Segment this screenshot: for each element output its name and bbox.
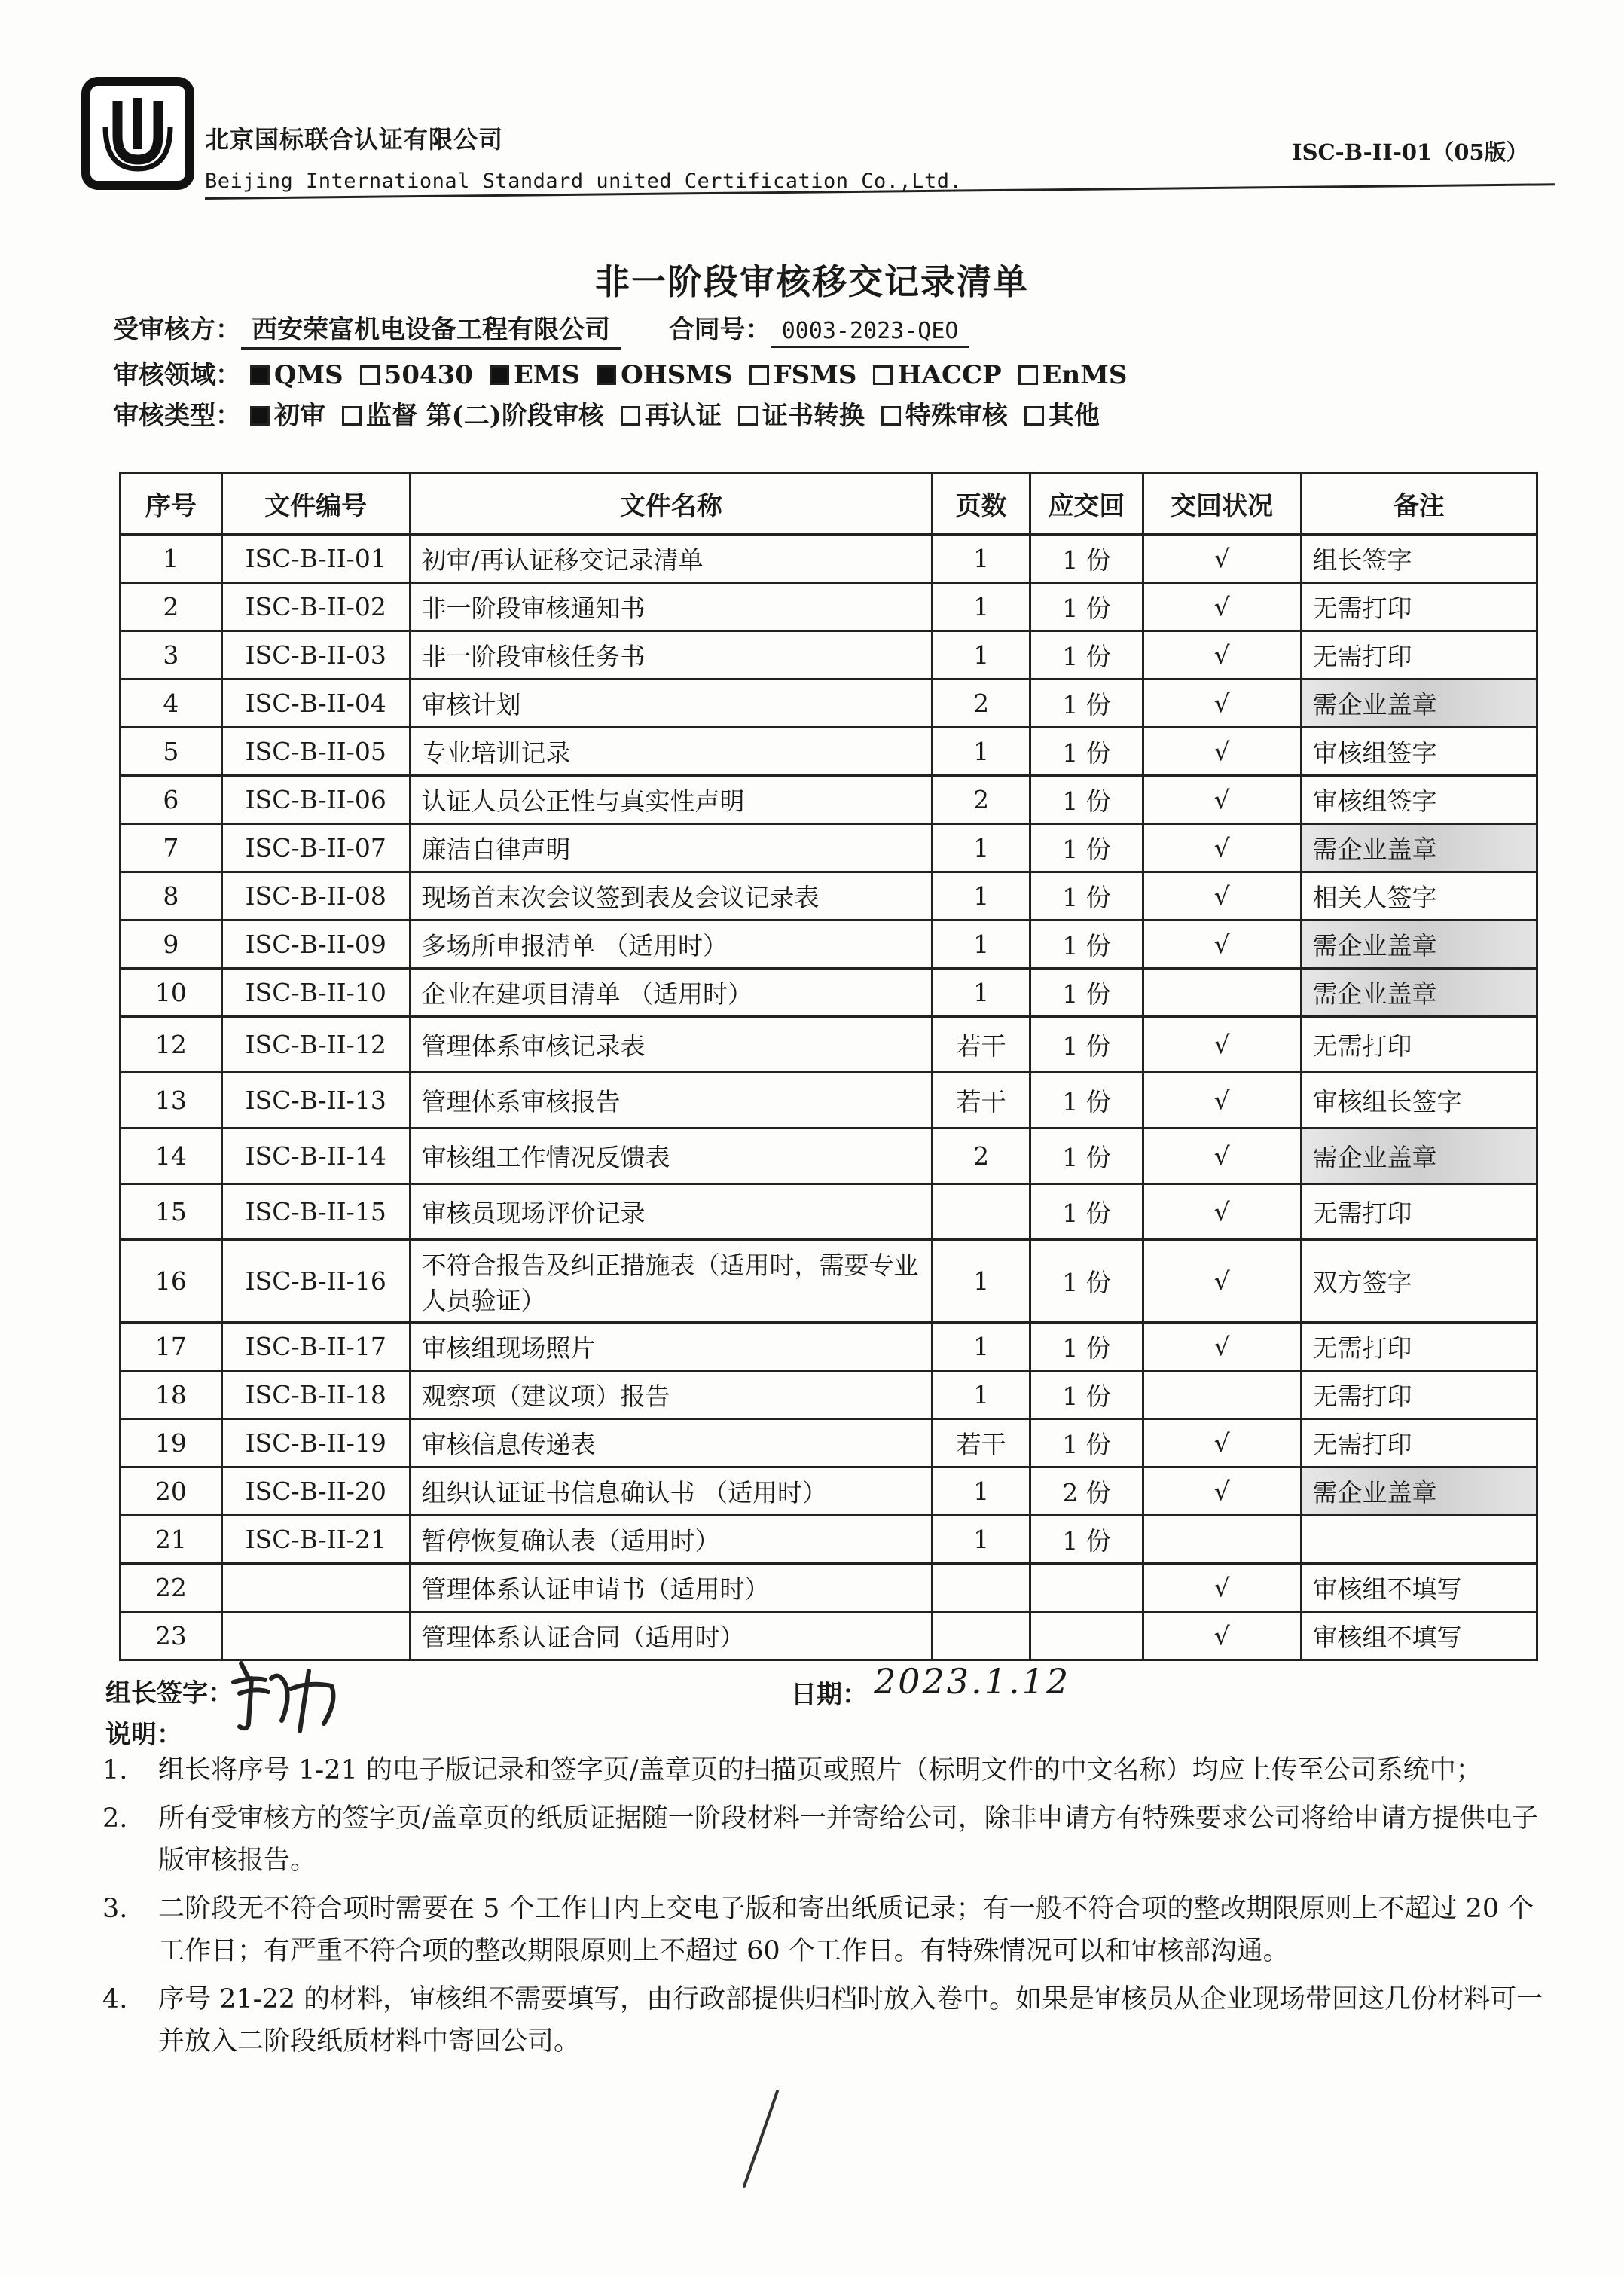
copies-cell: 1 份: [1030, 1184, 1143, 1240]
type-option: [250, 395, 325, 432]
checkbox-icon[interactable]: [360, 365, 380, 385]
type-option-label: 特殊审核: [905, 401, 1008, 431]
type-option-label: 再认证: [644, 401, 722, 431]
type-label: 审核类型：: [113, 401, 241, 431]
file-name-cell: 审核信息传递表: [410, 1419, 933, 1467]
file-code-cell: ISC-B-II-19: [221, 1419, 410, 1467]
copies-cell: 1 份: [1030, 776, 1143, 824]
seq-cell: 19: [121, 1419, 222, 1467]
return-status-cell: √: [1143, 1184, 1301, 1240]
remark-cell: 需企业盖章: [1301, 824, 1537, 872]
file-name-cell: 初审/再认证移交记录清单: [410, 535, 933, 583]
pages-cell: 1: [933, 631, 1030, 679]
note-item: [98, 1888, 1552, 1972]
table-row: [121, 583, 1537, 631]
copies-cell: 1 份: [1030, 728, 1143, 776]
domain-option-label: HACCP: [897, 360, 1002, 390]
type-option: [342, 395, 604, 432]
seq-cell: 4: [121, 679, 222, 728]
return-status-cell: √: [1143, 535, 1301, 583]
file-name-cell: 暂停恢复确认表（适用时）: [410, 1516, 933, 1564]
file-code-cell: ISC-B-II-08: [221, 872, 410, 921]
pages-cell: 2: [933, 1128, 1030, 1184]
file-name-cell: 观察项（建议项）报告: [410, 1371, 933, 1419]
file-code-cell: ISC-B-II-18: [221, 1371, 410, 1419]
type-option: [1024, 395, 1100, 432]
file-code-cell: ISC-B-II-12: [221, 1017, 410, 1073]
note-text: 组长将序号 1-21 的电子版记录和签字页/盖章页的扫描页或照片（标明文件的中文名称）均应上传至公司系统中；: [158, 1755, 1482, 1785]
contract-label: 合同号：: [668, 315, 771, 345]
domain-option-label: EnMS: [1042, 360, 1128, 390]
pages-cell: 1: [933, 1371, 1030, 1419]
table-row: [121, 631, 1537, 679]
copies-cell: 1 份: [1030, 921, 1143, 969]
return-status-cell: √: [1143, 631, 1301, 679]
header-seq-cell: 序号: [121, 473, 222, 535]
note-text: 所有受审核方的签字页/盖章页的纸质证据随一阶段材料一并寄给公司，除非申请方有特殊要求公司将给申请方提供电子版审核报告。: [158, 1803, 1538, 1876]
note-number: 4.: [102, 1984, 128, 2014]
remark-cell: 审核组不填写: [1301, 1612, 1537, 1660]
table-row: [121, 1371, 1537, 1419]
table-row: [121, 824, 1537, 872]
type-option: [881, 395, 1008, 432]
pages-cell: 1: [933, 872, 1030, 921]
pages-cell: 1: [933, 535, 1030, 583]
audit-type-row: [113, 395, 1116, 432]
domain-option: [250, 360, 343, 390]
note-text: 二阶段无不符合项时需要在 5 个工作日内上交电子版和寄出纸质记录；有一般不符合项的整改期限原则上不超过 20 个工作日；有严重不符合项的整改期限原则上不超过 60 个工作日。有特殊情况可以和审核部沟通。: [158, 1894, 1534, 1966]
auditee-value: 西安荣富机电设备工程有限公司: [241, 309, 621, 350]
copies-cell: 1 份: [1030, 1240, 1143, 1323]
seq-cell: 2: [121, 583, 222, 631]
domain-option-label: FSMS: [773, 360, 857, 390]
date-value: 2023.1.12: [874, 1661, 1071, 1702]
domain-options: [250, 360, 1144, 390]
seq-cell: 10: [121, 969, 222, 1017]
remark-cell: 需企业盖章: [1301, 969, 1537, 1017]
pages-cell: 若干: [933, 1017, 1030, 1073]
file-code-cell: ISC-B-II-06: [221, 776, 410, 824]
remark-cell: 无需打印: [1301, 1323, 1537, 1371]
type-option-label: 证书转换: [762, 401, 865, 431]
copies-cell: 1 份: [1030, 969, 1143, 1017]
type-option-label: 初审: [273, 401, 325, 431]
checkbox-icon[interactable]: [1024, 406, 1044, 426]
table-row: [121, 679, 1537, 728]
table-row: [121, 1240, 1537, 1323]
audit-domain-row: [113, 354, 1143, 391]
note-item: [98, 1749, 1552, 1791]
table-row: [121, 535, 1537, 583]
file-code-cell: ISC-B-II-02: [221, 583, 410, 631]
seq-cell: 7: [121, 824, 222, 872]
copies-cell: 1 份: [1030, 1323, 1143, 1371]
file-name-cell: 审核员现场评价记录: [410, 1184, 933, 1240]
pages-cell: 若干: [933, 1419, 1030, 1467]
checkbox-icon[interactable]: [250, 365, 270, 385]
checkbox-icon[interactable]: [342, 406, 362, 426]
domain-option: [1018, 360, 1128, 390]
copies-cell: [1030, 1612, 1143, 1660]
domain-label: 审核领域：: [113, 360, 241, 390]
seq-cell: 18: [121, 1371, 222, 1419]
copies-cell: 1 份: [1030, 1017, 1143, 1073]
remark-cell: 审核组签字: [1301, 776, 1537, 824]
company-logo: [81, 77, 194, 190]
table-row: [121, 1467, 1537, 1516]
seq-cell: 20: [121, 1467, 222, 1516]
checkbox-icon[interactable]: [490, 365, 509, 385]
file-code-cell: ISC-B-II-03: [221, 631, 410, 679]
note-number: 3.: [102, 1894, 128, 1924]
seq-cell: 13: [121, 1073, 222, 1128]
file-code-cell: ISC-B-II-21: [221, 1516, 410, 1564]
file-code-cell: ISC-B-II-16: [221, 1240, 410, 1323]
remark-cell: 审核组长签字: [1301, 1073, 1537, 1128]
file-code-cell: [221, 1564, 410, 1612]
table-row: [121, 1516, 1537, 1564]
remark-cell: 需企业盖章: [1301, 679, 1537, 728]
pages-cell: 2: [933, 679, 1030, 728]
return-status-cell: √: [1143, 1128, 1301, 1184]
return-status-cell: √: [1143, 1073, 1301, 1128]
domain-option-label: EMS: [513, 360, 581, 390]
pages-cell: [933, 1612, 1030, 1660]
transfer-record-table: [119, 472, 1538, 1661]
return-status-cell: √: [1143, 1564, 1301, 1612]
type-option-label: 其他: [1048, 401, 1100, 431]
file-code-cell: ISC-B-II-07: [221, 824, 410, 872]
seq-cell: 16: [121, 1240, 222, 1323]
company-name-cn: 北京国标联合认证有限公司: [205, 125, 504, 154]
pages-cell: 1: [933, 969, 1030, 1017]
return-status-cell: √: [1143, 776, 1301, 824]
checkbox-icon[interactable]: [881, 406, 901, 426]
seq-cell: 17: [121, 1323, 222, 1371]
file-name-cell: 非一阶段审核任务书: [410, 631, 933, 679]
remark-cell: 审核组不填写: [1301, 1564, 1537, 1612]
return-status-cell: √: [1143, 921, 1301, 969]
table-row: [121, 921, 1537, 969]
auditee-label: 受审核方：: [113, 315, 241, 345]
file-code-cell: ISC-B-II-09: [221, 921, 410, 969]
remark-cell: 需企业盖章: [1301, 921, 1537, 969]
header-return-status-cell: 交回状况: [1143, 473, 1301, 535]
file-name-cell: 非一阶段审核通知书: [410, 583, 933, 631]
file-name-cell: 管理体系认证申请书（适用时）: [410, 1564, 933, 1612]
header-pages-cell: 页数: [933, 473, 1030, 535]
file-name-cell: 认证人员公正性与真实性声明: [410, 776, 933, 824]
file-name-cell: 管理体系认证合同（适用时）: [410, 1612, 933, 1660]
copies-cell: 1 份: [1030, 631, 1143, 679]
company-name-en: Beijing International Standard united Certification Co.,Ltd.: [205, 169, 963, 193]
pages-cell: 1: [933, 728, 1030, 776]
remark-cell: 无需打印: [1301, 1017, 1537, 1073]
table-header-row: [121, 473, 1537, 535]
domain-option: [360, 360, 473, 390]
file-code-cell: ISC-B-II-13: [221, 1073, 410, 1128]
table-row: [121, 728, 1537, 776]
checkbox-icon[interactable]: [1018, 365, 1038, 385]
return-status-cell: √: [1143, 1240, 1301, 1323]
pages-cell: 1: [933, 583, 1030, 631]
file-name-cell: 审核组现场照片: [410, 1323, 933, 1371]
file-name-cell: 现场首末次会议签到表及会议记录表: [410, 872, 933, 921]
note-item: [98, 1978, 1552, 2063]
note-number: 1.: [102, 1755, 128, 1785]
file-name-cell: 专业培训记录: [410, 728, 933, 776]
remark-cell: 无需打印: [1301, 631, 1537, 679]
file-code-cell: ISC-B-II-20: [221, 1467, 410, 1516]
file-name-cell: 管理体系审核记录表: [410, 1017, 933, 1073]
domain-option-label: QMS: [273, 360, 343, 390]
seq-cell: 1: [121, 535, 222, 583]
copies-cell: 1 份: [1030, 1419, 1143, 1467]
return-status-cell: √: [1143, 1419, 1301, 1467]
pages-cell: [933, 1564, 1030, 1612]
file-name-cell: 审核组工作情况反馈表: [410, 1128, 933, 1184]
file-code-cell: ISC-B-II-05: [221, 728, 410, 776]
return-status-cell: √: [1143, 728, 1301, 776]
pages-cell: 2: [933, 776, 1030, 824]
file-code-cell: ISC-B-II-14: [221, 1128, 410, 1184]
checkbox-icon[interactable]: [738, 406, 758, 426]
leader-sign-label: 组长签字：: [105, 1678, 234, 1708]
checkbox-icon[interactable]: [597, 365, 616, 385]
table-row: [121, 1128, 1537, 1184]
seq-cell: 8: [121, 872, 222, 921]
file-code-cell: ISC-B-II-01: [221, 535, 410, 583]
domain-option: [749, 360, 857, 390]
file-code-cell: ISC-B-II-10: [221, 969, 410, 1017]
return-status-cell: √: [1143, 1017, 1301, 1073]
header-remark-cell: 备注: [1301, 473, 1537, 535]
return-status-cell: √: [1143, 1323, 1301, 1371]
file-name-cell: 不符合报告及纠正措施表（适用时，需要专业人员验证）: [410, 1240, 933, 1323]
table-row: [121, 1564, 1537, 1612]
file-name-cell: 廉洁自律声明: [410, 824, 933, 872]
checkbox-icon[interactable]: [873, 365, 893, 385]
seq-cell: 14: [121, 1128, 222, 1184]
pages-cell: 1: [933, 824, 1030, 872]
domain-option-label: 50430: [383, 360, 473, 390]
return-status-cell: √: [1143, 583, 1301, 631]
pen-stroke-icon: [738, 2087, 783, 2192]
seq-cell: 23: [121, 1612, 222, 1660]
pages-cell: 1: [933, 1323, 1030, 1371]
remark-cell: [1301, 1516, 1537, 1564]
type-option: [621, 395, 722, 432]
return-status-cell: √: [1143, 1467, 1301, 1516]
return-status-cell: [1143, 1371, 1301, 1419]
pages-cell: 1: [933, 921, 1030, 969]
copies-cell: 2 份: [1030, 1467, 1143, 1516]
domain-option: [490, 360, 580, 390]
notes-label: 说明：: [105, 1720, 182, 1750]
seq-cell: 12: [121, 1017, 222, 1073]
return-status-cell: √: [1143, 1612, 1301, 1660]
seq-cell: 21: [121, 1516, 222, 1564]
remark-cell: 需企业盖章: [1301, 1467, 1537, 1516]
checkbox-icon[interactable]: [250, 406, 270, 426]
note-item: [98, 1797, 1552, 1882]
pages-cell: [933, 1184, 1030, 1240]
header-file-name-cell: 文件名称: [410, 473, 933, 535]
copies-cell: 1 份: [1030, 1516, 1143, 1564]
date-label: 日期：: [791, 1680, 868, 1710]
type-options: [250, 401, 1116, 431]
domain-option: [873, 360, 1001, 390]
seq-cell: 5: [121, 728, 222, 776]
remark-cell: 审核组签字: [1301, 728, 1537, 776]
type-option-label: 监督 第(二)阶段审核: [365, 401, 604, 431]
seq-cell: 6: [121, 776, 222, 824]
file-name-cell: 企业在建项目清单 （适用时）: [410, 969, 933, 1017]
domain-option-label: OHSMS: [621, 360, 733, 390]
file-name-cell: 管理体系审核报告: [410, 1073, 933, 1128]
copies-cell: 1 份: [1030, 583, 1143, 631]
copies-cell: 1 份: [1030, 872, 1143, 921]
file-code-cell: ISC-B-II-17: [221, 1323, 410, 1371]
return-status-cell: [1143, 1516, 1301, 1564]
header-copies-cell: 应交回: [1030, 473, 1143, 535]
remark-cell: 需企业盖章: [1301, 1128, 1537, 1184]
copies-cell: 1 份: [1030, 535, 1143, 583]
return-status-cell: √: [1143, 824, 1301, 872]
table-row: [121, 1017, 1537, 1073]
table-row: [121, 872, 1537, 921]
table-row: [121, 1323, 1537, 1371]
copies-cell: 1 份: [1030, 1073, 1143, 1128]
remark-cell: 组长签字: [1301, 535, 1537, 583]
remark-cell: 无需打印: [1301, 583, 1537, 631]
domain-option: [597, 360, 732, 390]
seq-cell: 9: [121, 921, 222, 969]
remark-cell: 无需打印: [1301, 1419, 1537, 1467]
type-option: [738, 395, 865, 432]
pages-cell: 1: [933, 1516, 1030, 1564]
copies-cell: 1 份: [1030, 1128, 1143, 1184]
pages-cell: 1: [933, 1467, 1030, 1516]
seq-cell: 3: [121, 631, 222, 679]
table-row: [121, 776, 1537, 824]
checkbox-icon[interactable]: [621, 406, 640, 426]
file-name-cell: 组织认证证书信息确认书 （适用时）: [410, 1467, 933, 1516]
logo-mark-icon: [95, 90, 181, 176]
checkbox-icon[interactable]: [749, 365, 769, 385]
seq-cell: 15: [121, 1184, 222, 1240]
page-title: 非一阶段审核移交记录清单: [595, 261, 1029, 302]
table-row: [121, 1184, 1537, 1240]
pages-cell: 1: [933, 1240, 1030, 1323]
table-row: [121, 1073, 1537, 1128]
return-status-cell: [1143, 969, 1301, 1017]
remark-cell: 无需打印: [1301, 1371, 1537, 1419]
copies-cell: 1 份: [1030, 1371, 1143, 1419]
header-file-code-cell: 文件编号: [221, 473, 410, 535]
copies-cell: 1 份: [1030, 824, 1143, 872]
remark-cell: 无需打印: [1301, 1184, 1537, 1240]
table-row: [121, 1419, 1537, 1467]
return-status-cell: √: [1143, 872, 1301, 921]
pages-cell: 若干: [933, 1073, 1030, 1128]
note-number: 2.: [102, 1803, 128, 1834]
file-code-cell: ISC-B-II-15: [221, 1184, 410, 1240]
contract-value: 0003-2023-QEO: [771, 318, 969, 348]
file-code-cell: ISC-B-II-04: [221, 679, 410, 728]
file-name-cell: 审核计划: [410, 679, 933, 728]
leader-signature-icon: [218, 1648, 346, 1739]
note-text: 序号 21-22 的材料，审核组不需要填写，由行政部提供归档时放入卷中。如果是审核员从企业现场带回这几份材料可一并放入二阶段纸质材料中寄回公司。: [158, 1984, 1543, 2057]
table-row: [121, 969, 1537, 1017]
remark-cell: 相关人签字: [1301, 872, 1537, 921]
notes-list: [98, 1749, 1552, 2069]
table-body: [121, 535, 1537, 1660]
copies-cell: [1030, 1564, 1143, 1612]
seq-cell: 22: [121, 1564, 222, 1612]
remark-cell: 双方签字: [1301, 1240, 1537, 1323]
copies-cell: 1 份: [1030, 679, 1143, 728]
return-status-cell: √: [1143, 679, 1301, 728]
document-code: ISC-B-II-01（05版）: [1292, 139, 1528, 165]
file-name-cell: 多场所申报清单 （适用时）: [410, 921, 933, 969]
auditee-row: [113, 309, 969, 350]
